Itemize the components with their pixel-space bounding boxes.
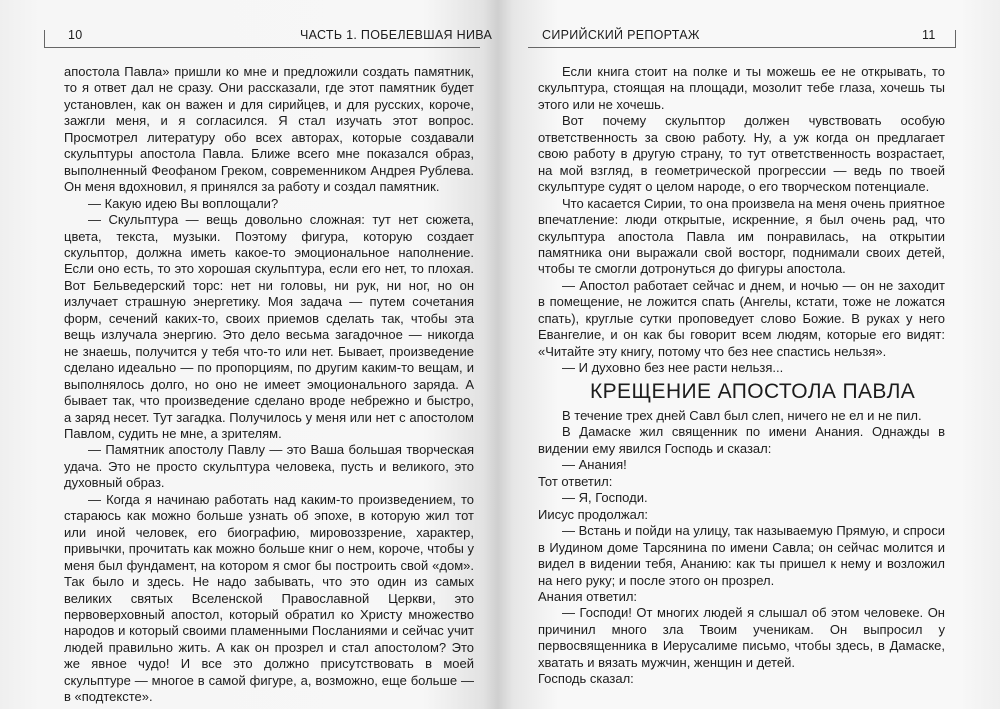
paragraph: Анания ответил: xyxy=(538,588,638,604)
paragraph: В течение трех дней Савл был слеп, ничего не ел и не пил. xyxy=(562,408,922,423)
paragraph: — Памятник апостолу Павлу — это Ваша большая творческая удача. Это не просто скульптура человека, пусть и великого, это духовный образ. xyxy=(64,442,474,491)
right-page-body-bottom xyxy=(538,408,945,688)
paragraph: — Встань и пойди на улицу, так называемую Прямую, и спроси в Иудином доме Тарсянина по имени Савла; он сейчас молится и видел в видении тебя, Ананию: как ты пришел к нему и возложил на него руку; и после этого он прозрел. xyxy=(538,523,945,588)
header-corner-left xyxy=(44,30,45,47)
paragraph: — И духовно без нее расти нельзя... xyxy=(562,360,784,376)
left-page xyxy=(0,0,498,709)
paragraph: — Господи! От многих людей я слышал об этом человеке. Он причинил много зла Твоим ученикам. Он выпросил у первосвященника в Иерусалиме письмо, чтобы здесь, в Дамаске, хватать и вязать мужчин, женщин и детей. xyxy=(538,605,945,670)
paragraph: Тот ответил: xyxy=(538,473,613,489)
page-number-left: 10 xyxy=(68,28,83,42)
left-page-body xyxy=(64,64,474,706)
paragraph: — Апостол работает сейчас и днем, и ночью — он не заходит в помещение, не ложится спать (Ангелы, кстати, тоже не ложатся спать), круглые сутки проповедует слово Божие. В руках у него Евангелие, и он как бы говорит всем людям, которые его видят: «Читайте эту книгу, потому что без нее спастись нельзя». xyxy=(538,277,945,359)
paragraph: — Я, Господи. xyxy=(562,490,648,506)
header-rule-left xyxy=(44,47,480,48)
left-page-header xyxy=(0,28,498,46)
paragraph: Господь сказал: xyxy=(538,671,634,687)
paragraph: Иисус продолжал: xyxy=(538,506,649,522)
paragraph: — Анания! xyxy=(562,457,627,473)
paragraph: — Когда я начинаю работать над каким-то произведением, то стараюсь как можно больше узнать об эпохе, в которую жил тот или иной человек, его биографию, мировоззрение, характер, привычки, прочитать как можно больше книг о нем, короче, чтобы у меня был фундамент, на котором я смог бы построить свой «дом». Так было и здесь. Не надо забывать, что это один из самых великих святых Вселенской Православной Церкви, это первоверховный апостол, который обратил ко Христу множество народов и который своими пламенными Посланиями и сейчас учит людей правильно жить. А как он прозрел и стал апостолом? Это же явное чудо! И все это должно присутствовать в моей скульптуре — многое в самой фигуре, а, возможно, еще больше — в «подтексте». xyxy=(64,491,474,705)
page-number-right: 11 xyxy=(922,28,936,42)
paragraph: — Какую идею Вы воплощали? xyxy=(88,195,279,211)
right-page-header xyxy=(498,28,1000,46)
paragraph: Что касается Сирии, то она произвела на меня очень приятное впечатление: люди открытые, искренние, я был очень рад, что скульптура апостола Павла им понравилась, на открытии памятника они выражали свой восторг, поднимали своих детей, чтобы те смогли дотронуться до фигуры апостола. xyxy=(538,195,945,277)
paragraph: Если книга стоит на полке и ты можешь ее не открывать, то скульптура, стоящая на площади, мозолит тебе глаза, хочешь ты этого или не хочешь. xyxy=(538,64,945,112)
header-rule-right xyxy=(528,47,956,48)
paragraph: апостола Павла» пришли ко мне и предложили создать памятник, то я ответ дал не сразу. Они рассказали, где этот памятник будет установлен, как он важен и для сирийцев, и для русских, короче, зажгли меня, и я согласился. Я стал изучать этот вопрос. Просмотрел литературу обо всех авторах, которые создавали скульптуры апостола Павла. Ближе всего мне показался образ, выполненный Феофаном Греком, современником Андрея Рублева. Он меня вдохновил, я принялся за работу и создал памятник. xyxy=(64,64,474,195)
running-head-left: ЧАСТЬ 1. ПОБЕЛЕВШАЯ НИВА xyxy=(300,28,493,42)
paragraph: — Скульптура — вещь довольно сложная: тут нет сюжета, цвета, текста, музыки. Поэтому фигура, которую создает скульптор, должна иметь какое-то эмоциональное наполнение. Если оно есть, то это хорошая скульптура, если его нет, то плохая. Вот Бельведерский торс: нет ни головы, ни рук, ни ног, но он излучает страшную энергетику. Моя задача — путем сочетания форм, сечений каких-то, своих приемов сделать так, чтобы эта вещь излучала энергию. Это дело весьма загадочное — никогда не знаешь, получится у тебя что-то или нет. Бывает, произведение сделано идеально — по пропорциям, по другим каким-то вещам, и выполнялось долго, но оно не имеет эмоционального заряда. А бывает так, что произведение сделано вроде небрежно и быстро, а заряд несет. Тут загадка. Получилось у меня или нет с апостолом Павлом, судить не мне, а зрителям. xyxy=(64,212,474,441)
header-corner-right xyxy=(955,30,956,47)
right-page-body-top xyxy=(538,64,945,377)
paragraph: В Дамаске жил священник по имени Анания. Однажды в видении ему явился Господь и сказал: xyxy=(538,424,945,456)
paragraph: Вот почему скульптор должен чувствовать особую ответственность за свою работу. Ну, а уж когда он предлагает свою работу в другую страну, то тут ответственность возрастает, на мой взгляд, в геометрической прогрессии — ведь по твоей скульптуре судят о целом народе, о его творческом потенциале. xyxy=(538,113,945,195)
running-head-right: СИРИЙСКИЙ РЕПОРТАЖ xyxy=(542,28,700,42)
section-heading: КРЕЩЕНИЕ АПОСТОЛА ПАВЛА xyxy=(590,380,916,403)
